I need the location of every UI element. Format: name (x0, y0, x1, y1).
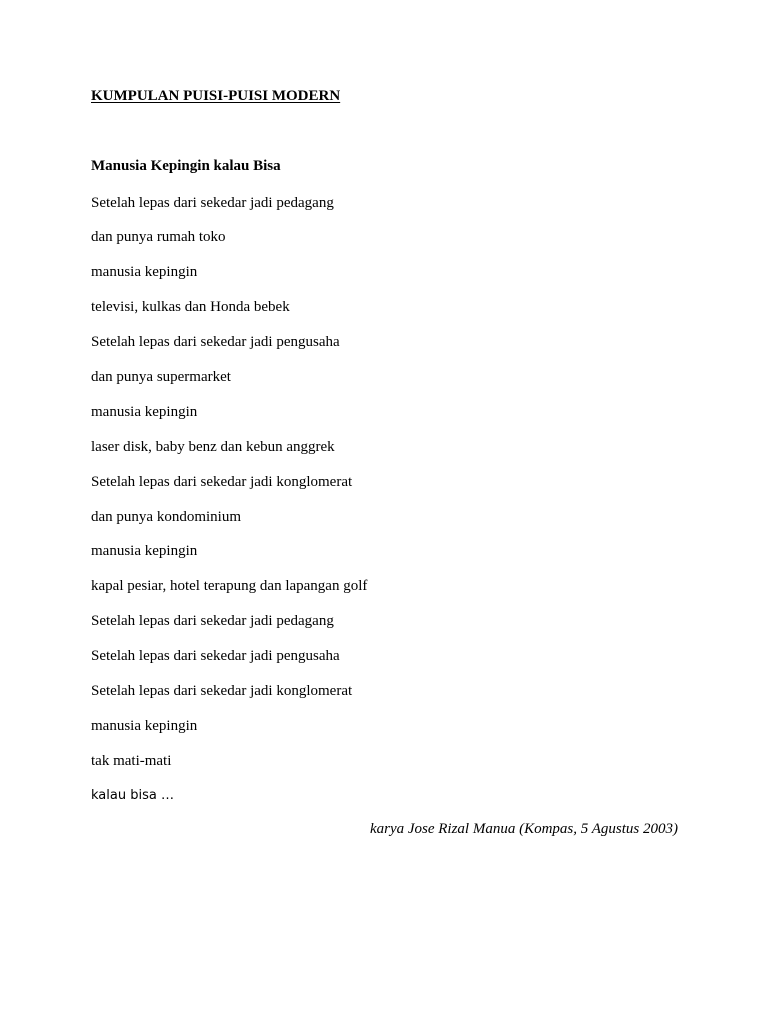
poem-line: kapal pesiar, hotel terapung dan lapangan golf (91, 578, 368, 595)
document-heading: KUMPULAN PUISI-PUISI MODERN (91, 88, 341, 104)
poem-body (91, 193, 367, 821)
poem-line: laser disk, baby benz dan kebun anggrek (91, 438, 335, 455)
poem-line: manusia kepingin (91, 717, 198, 734)
poem-line: dan punya kondominium (91, 508, 241, 525)
poem-line: Setelah lepas dari sekedar jadi konglomerat (91, 473, 353, 490)
poem-line: Setelah lepas dari sekedar jadi pedagang (91, 194, 334, 211)
poem-line: Setelah lepas dari sekedar jadi pedagang (91, 613, 334, 630)
poem-title: Manusia Kepingin kalau Bisa (91, 158, 281, 174)
poem-attribution: karya Jose Rizal Manua (Kompas, 5 Agustus 2003) (369, 821, 678, 837)
poem-line: Setelah lepas dari sekedar jadi pengusaha (91, 334, 340, 351)
poem-line: dan punya supermarket (91, 368, 231, 385)
poem-line: televisi, kulkas dan Honda bebek (91, 299, 290, 316)
poem-line: kalau bisa … (91, 787, 174, 803)
poem-line: manusia kepingin (91, 403, 198, 420)
poem-line: Setelah lepas dari sekedar jadi pengusaha (91, 648, 340, 665)
poem-line: manusia kepingin (91, 264, 198, 281)
poem-line: manusia kepingin (91, 543, 198, 560)
poem-line: dan punya rumah toko (91, 229, 226, 246)
poem-line: tak mati-mati (91, 752, 172, 769)
poem-line: Setelah lepas dari sekedar jadi konglomerat (91, 682, 353, 699)
